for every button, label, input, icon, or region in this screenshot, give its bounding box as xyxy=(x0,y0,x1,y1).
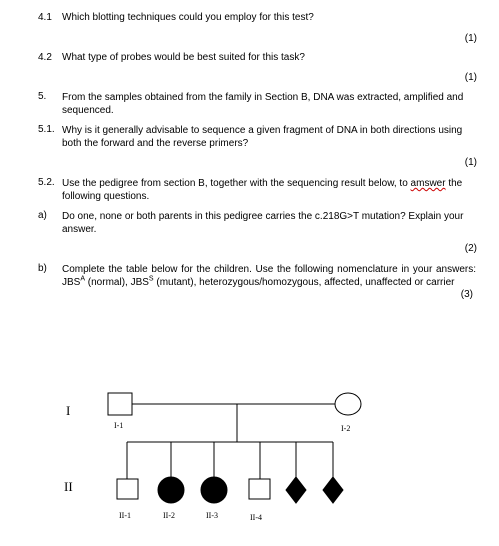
question-text: What type of probes would be best suited for this task? xyxy=(62,52,305,63)
question-number: a) xyxy=(38,210,47,221)
misspelled-word: amswer xyxy=(410,178,446,189)
question-text: Do one, none or both parents in this pedigree carries the c.218G>T mutation? Explain your answer. xyxy=(62,211,464,235)
individual-II-5 xyxy=(286,477,306,503)
question-number: 4.2 xyxy=(38,52,52,63)
question-number: 5.1. xyxy=(38,124,55,135)
individual-label: II-3 xyxy=(206,511,218,520)
marks: (1) xyxy=(464,72,477,83)
individual-label: II-1 xyxy=(119,511,131,520)
marks: (2) xyxy=(464,243,477,254)
question-number: 5.2. xyxy=(38,177,55,188)
question-number: b) xyxy=(38,263,47,274)
individual-label: II-4 xyxy=(250,513,262,522)
individual-II-2 xyxy=(158,477,184,503)
marks: (1) xyxy=(464,157,477,168)
marks: (3) xyxy=(460,289,473,300)
individual-label: I-1 xyxy=(114,421,124,430)
question-number: 4.1 xyxy=(38,12,52,23)
question-text: Use the pedigree from section B, together with the sequencing result below, to amswer the following questions. xyxy=(62,178,463,202)
generation-label: II xyxy=(64,479,73,494)
individual-II-6 xyxy=(323,477,343,503)
individual-I-2 xyxy=(335,393,361,415)
individual-I-1 xyxy=(108,393,132,415)
individual-label: I-2 xyxy=(341,424,351,433)
question-text: Complete the table below for the children. Use the following nomenclature in your answers: $JBS^A$ (normal), $JBS^S$ (mutant), heterozygous/homozygous, affected, unaffected or carrier xyxy=(62,264,476,288)
question-number: 5. xyxy=(38,91,47,102)
generation-label: I xyxy=(66,403,71,418)
individual-II-3 xyxy=(201,477,227,503)
individual-label: II-2 xyxy=(163,511,175,520)
individual-II-1 xyxy=(117,479,138,499)
question-text: Which blotting techniques could you employ for this test? xyxy=(62,12,314,23)
individual-II-4 xyxy=(249,479,270,499)
question-text: Why is it generally advisable to sequence a given fragment of DNA in both directions using both the forward and the reverse primers? xyxy=(62,125,463,149)
marks: (1) xyxy=(464,33,477,44)
question-text: From the samples obtained from the family in Section B, DNA was extracted, amplified and sequenced. xyxy=(62,92,464,116)
